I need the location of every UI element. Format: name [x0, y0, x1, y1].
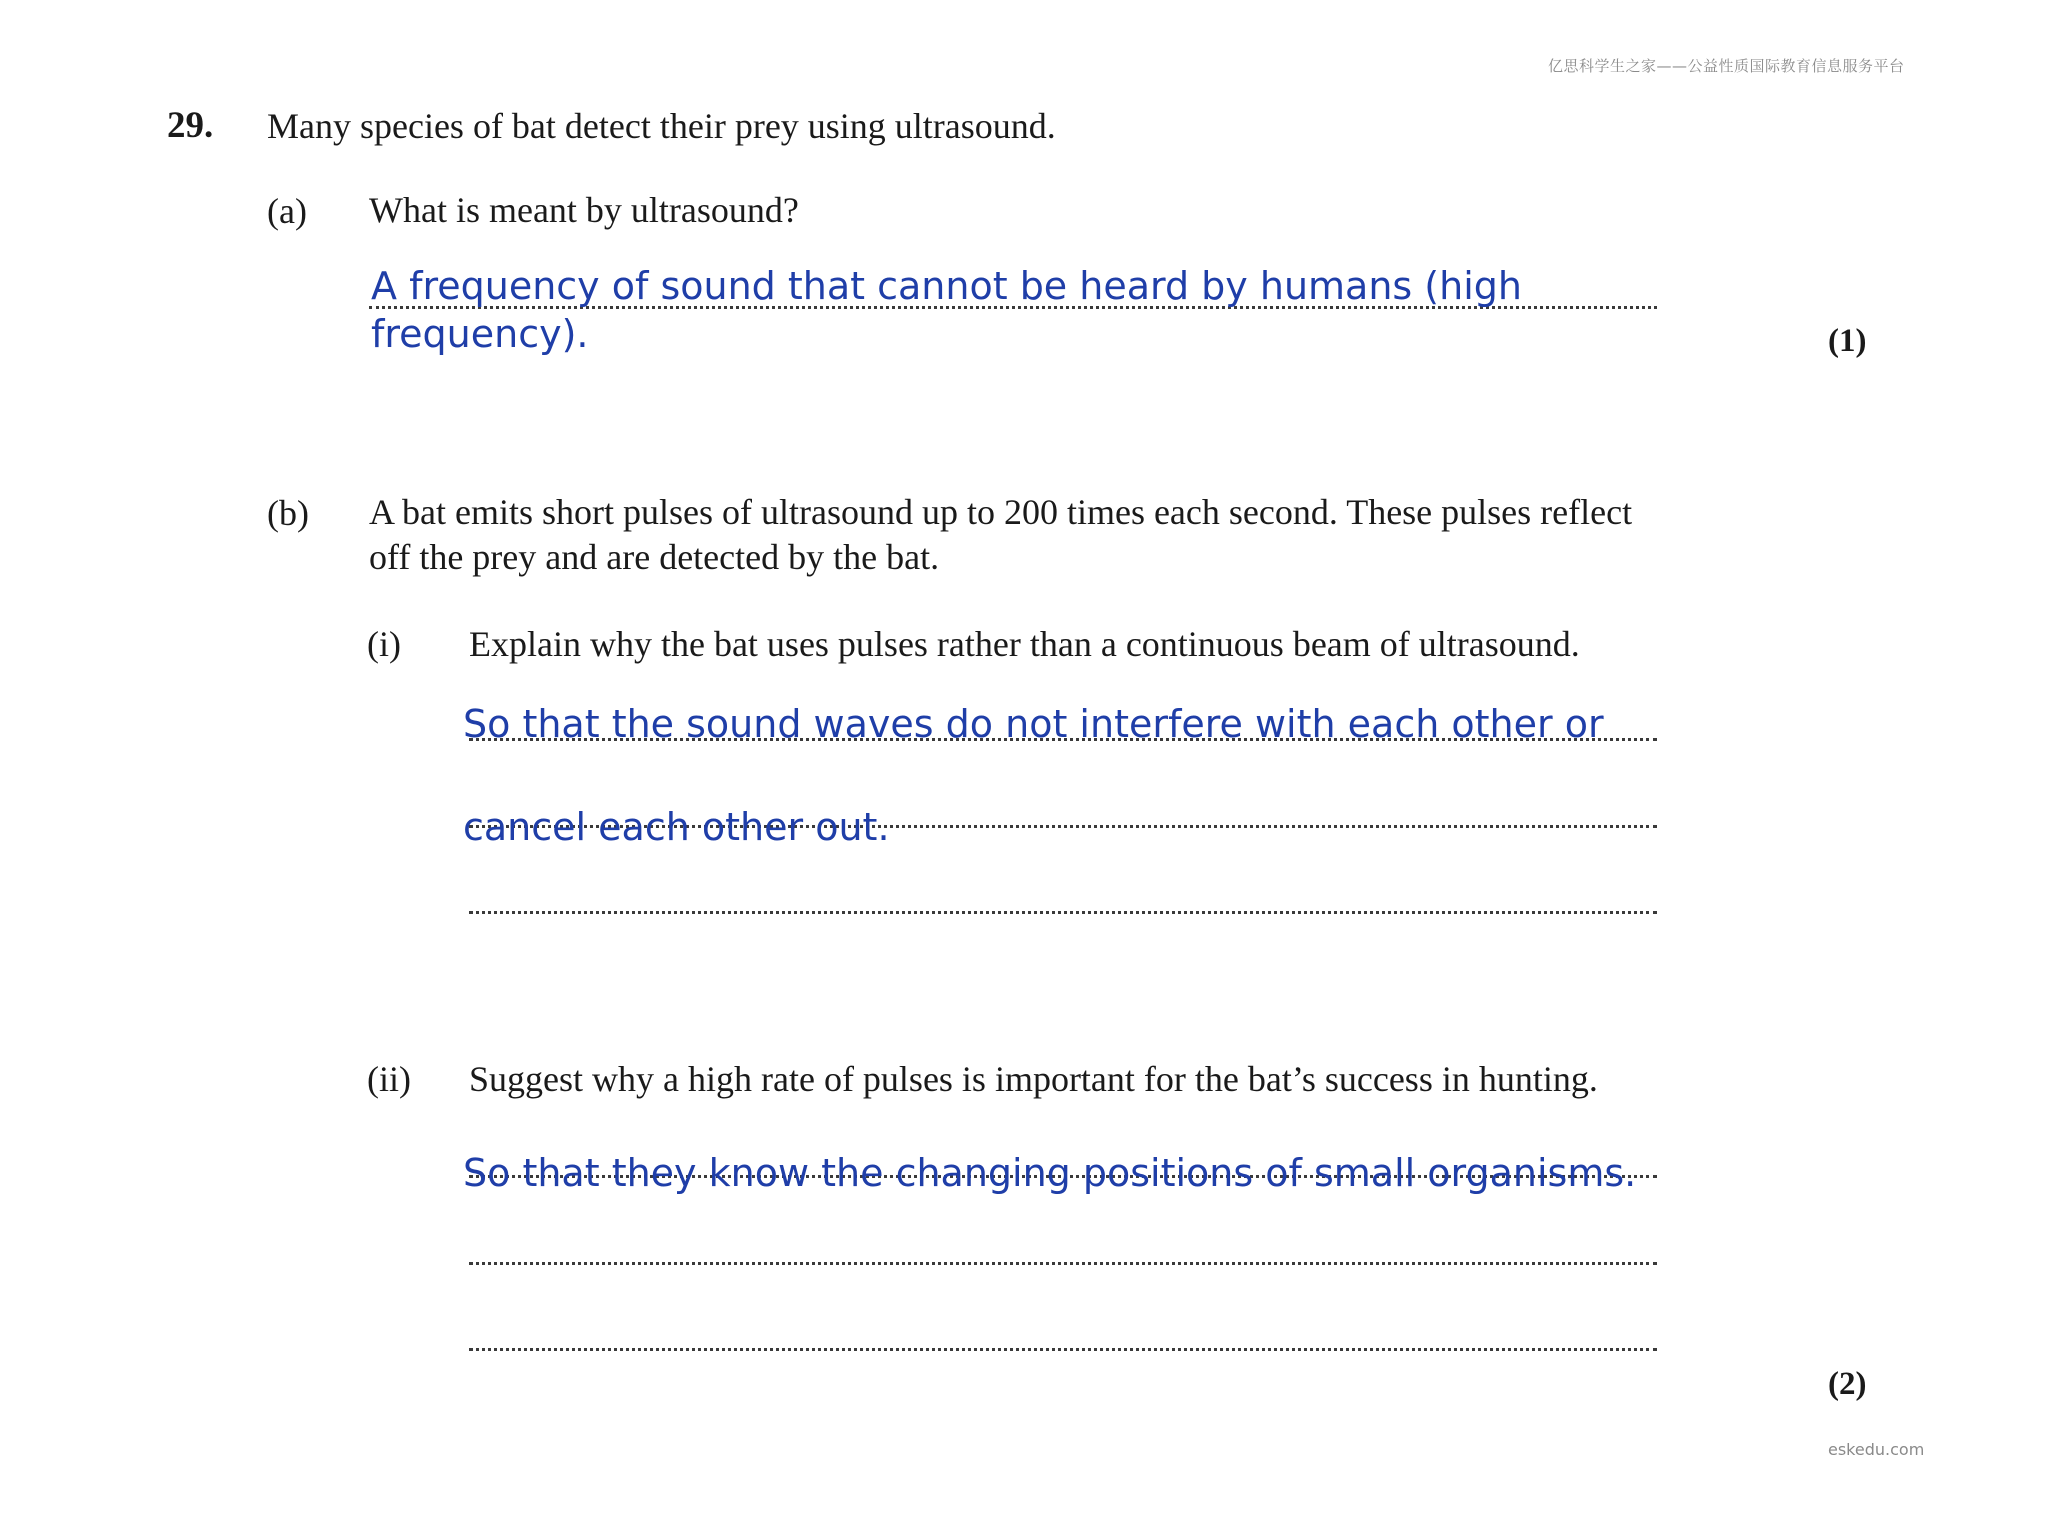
header-site-note: 亿思科学生之家——公益性质国际教育信息服务平台: [1548, 57, 1905, 75]
part-b-ii-answer-line-3: [469, 1348, 1657, 1351]
part-b-i-answer-line-2-text: cancel each other out.: [463, 805, 890, 849]
part-a-marks: (1): [1828, 323, 1867, 359]
question-number: 29.: [167, 105, 214, 146]
part-b-ii-answer: So that they know the changing positions of small organisms.: [463, 1151, 1637, 1195]
part-b-i-prompt: Explain why the bat uses pulses rather than a continuous beam of ultrasound.: [469, 624, 1580, 664]
part-a-label: (a): [267, 191, 307, 231]
part-b-i-label: (i): [367, 624, 401, 664]
part-b-intro-line2: off the prey and are detected by the bat.: [369, 537, 940, 577]
part-b-i-answer-line-1-text: So that the sound waves do not interfere with each other or: [463, 702, 1604, 746]
part-b-ii-answer-line-2: [469, 1262, 1657, 1265]
part-b-i-answer-line-3: [469, 911, 1657, 914]
part-a-prompt: What is meant by ultrasound?: [369, 190, 799, 230]
question-stem: Many species of bat detect their prey using ultrasound.: [267, 106, 1056, 146]
part-b-ii-prompt: Suggest why a high rate of pulses is important for the bat’s success in hunting.: [469, 1059, 1598, 1099]
part-a-answer: A frequency of sound that cannot be heard by humans (high frequency).: [371, 264, 1522, 356]
part-b-ii-label: (ii): [367, 1059, 411, 1099]
part-b-intro-line1: A bat emits short pulses of ultrasound up to 200 times each second. These pulses reflect: [369, 492, 1633, 532]
footer-site: eskedu.com: [1828, 1440, 1925, 1459]
part-b-marks: (2): [1828, 1366, 1867, 1402]
part-b-label: (b): [267, 493, 309, 533]
